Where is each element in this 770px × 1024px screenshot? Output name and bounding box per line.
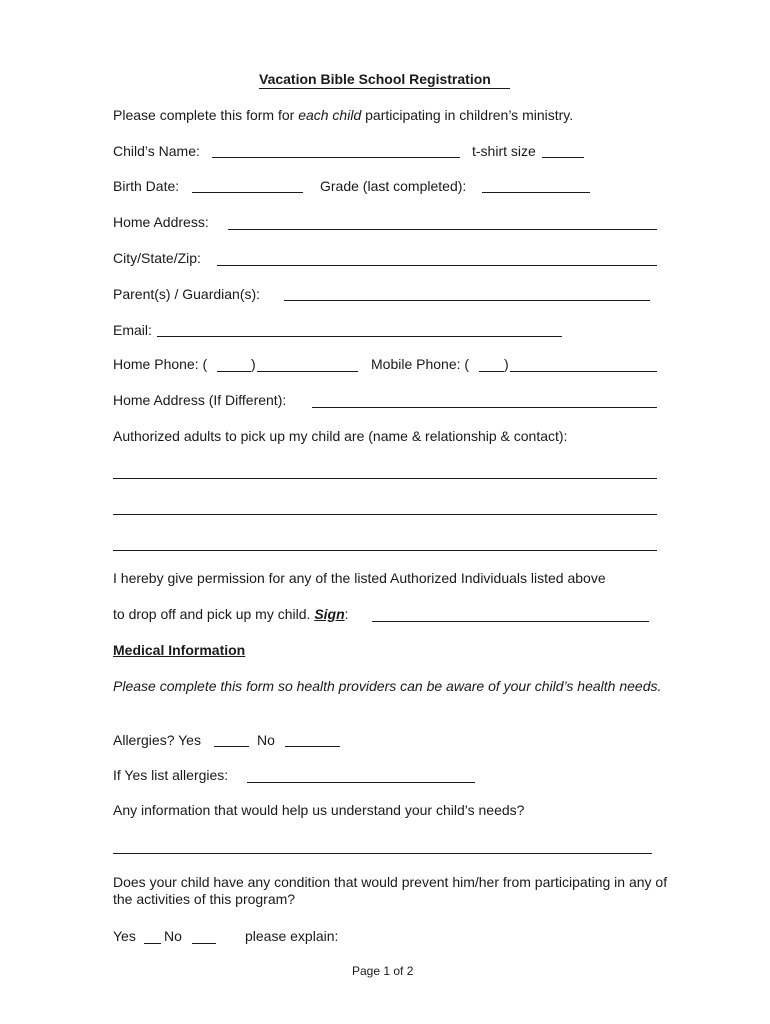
please-explain-label: please explain: — [245, 928, 339, 944]
home-address-field[interactable] — [228, 229, 657, 230]
intro-emphasis: each child — [298, 107, 362, 123]
condition-yes-field[interactable] — [144, 943, 161, 944]
allergies-no-label: No — [257, 732, 275, 748]
intro-after: participating in children’s ministry. — [361, 107, 574, 123]
list-allergies-field[interactable] — [247, 782, 475, 783]
authorized-line-1[interactable] — [113, 478, 657, 479]
birth-date-label: Birth Date: — [113, 178, 180, 194]
mobile-phone-label: Mobile Phone: ( — [371, 356, 470, 372]
email-label: Email: — [113, 322, 152, 338]
permission-line-1: I hereby give permission for any of the listed Authorized Individuals listed above — [113, 570, 606, 586]
tshirt-size-field[interactable] — [542, 157, 584, 158]
home-phone-label: Home Phone: ( — [113, 356, 208, 372]
sign-colon: : — [344, 606, 349, 622]
condition-question: Does your child have any condition that would prevent him/her from participating in any of the activities of this program? — [113, 874, 668, 907]
child-name-field[interactable] — [212, 157, 460, 158]
permission-line-2 — [113, 606, 349, 623]
child-name-label: Child’s Name: — [113, 143, 200, 159]
needs-field[interactable] — [113, 853, 652, 854]
mobile-phone-area-field[interactable] — [479, 371, 504, 372]
home-address-alt-field[interactable] — [312, 407, 657, 408]
permission-text: to drop off and pick up my child. — [113, 606, 315, 622]
page-title: Vacation Bible School Registration — [259, 71, 491, 87]
allergies-yes-label: Allergies? Yes — [113, 732, 201, 748]
parents-label: Parent(s) / Guardian(s): — [113, 286, 261, 302]
home-phone-paren: ) — [251, 356, 256, 372]
condition-yes-label: Yes — [113, 928, 136, 944]
mobile-phone-paren: ) — [504, 356, 509, 372]
intro-text — [113, 107, 573, 124]
grade-label: Grade (last completed): — [320, 178, 467, 194]
intro-before: Please complete this form for — [113, 107, 299, 123]
authorized-prompt: Authorized adults to pick up my child are (name & relationship & contact): — [113, 428, 568, 444]
list-allergies-label: If Yes list allergies: — [113, 767, 229, 783]
city-state-zip-label: City/State/Zip: — [113, 250, 201, 266]
grade-field[interactable] — [482, 192, 590, 193]
home-address-alt-label: Home Address (If Different): — [113, 392, 287, 408]
authorized-line-3[interactable] — [113, 550, 657, 551]
birth-date-field[interactable] — [192, 192, 303, 193]
signature-field[interactable] — [372, 621, 649, 622]
medical-heading: Medical Information — [113, 642, 246, 658]
authorized-line-2[interactable] — [113, 514, 657, 515]
condition-no-label: No — [164, 928, 182, 944]
email-field[interactable] — [157, 336, 562, 337]
allergies-no-field[interactable] — [285, 746, 340, 747]
condition-no-field[interactable] — [192, 943, 216, 944]
tshirt-size-label: t-shirt size — [472, 143, 536, 159]
page-number: Page 1 of 2 — [352, 964, 414, 978]
home-phone-area-field[interactable] — [217, 371, 251, 372]
needs-question: Any information that would help us understand your child’s needs? — [113, 802, 525, 818]
mobile-phone-field[interactable] — [510, 371, 657, 372]
home-address-label: Home Address: — [113, 214, 209, 230]
parents-field[interactable] — [284, 300, 650, 301]
city-state-zip-field[interactable] — [217, 265, 657, 266]
allergies-yes-field[interactable] — [214, 746, 249, 747]
title-underline — [259, 88, 510, 89]
sign-label: Sign — [314, 606, 345, 622]
medical-intro: Please complete this form so health providers can be aware of your child’s health needs. — [113, 678, 662, 694]
home-phone-field[interactable] — [257, 371, 358, 372]
